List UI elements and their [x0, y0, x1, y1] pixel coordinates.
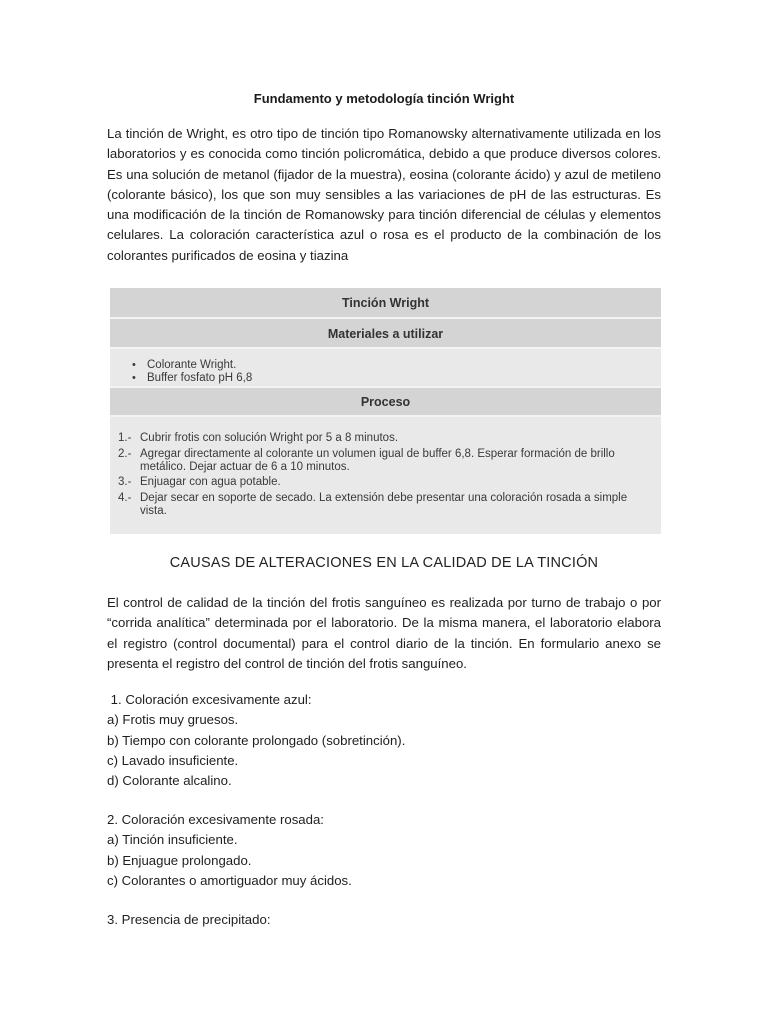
section-title: CAUSAS DE ALTERACIONES EN LA CALIDAD DE LA TINCIÓN	[169, 555, 599, 571]
cause-heading: 1. Coloración excesivamente azul:	[107, 692, 312, 707]
step-number: 2.-	[118, 447, 132, 460]
step-number: 1.-	[118, 432, 132, 444]
step-number: 4.-	[118, 492, 132, 505]
cause-item: a) Frotis muy gruesos.	[107, 712, 239, 728]
cause-item: b) Enjuague prolongado.	[107, 852, 252, 868]
step-text: Dejar secar en soporte de secado. La extensión debe presentar una coloración rosada a simple vista.	[140, 492, 628, 517]
cause-heading: 2. Coloración excesivamente rosada:	[107, 812, 324, 827]
process-step	[118, 432, 655, 445]
cause-item: a) Tinción insuficiente.	[107, 832, 238, 848]
cause-block	[107, 810, 661, 891]
cause-item: c) Lavado insuficiente.	[107, 752, 239, 768]
page-title: Fundamento y metodología tinción Wright	[253, 91, 515, 106]
process-header: Proceso	[110, 388, 661, 417]
table-header: Tinción Wright	[110, 288, 661, 319]
materials-list	[110, 349, 661, 388]
process-steps	[110, 417, 661, 534]
cause-heading: 3. Presencia de precipitado:	[107, 912, 271, 927]
material-item: • Colorante Wright.	[132, 359, 661, 372]
step-text: Enjuagar con agua potable.	[140, 476, 281, 489]
cause-item: b) Tiempo con colorante prolongado (sobretinción).	[107, 732, 406, 748]
process-step	[118, 448, 655, 474]
material-item: • Buffer fosfato pH 6,8	[132, 372, 661, 385]
process-step	[118, 492, 655, 518]
cause-item: c) Colorantes o amortiguador muy ácidos.	[107, 872, 352, 888]
cause-block	[107, 690, 661, 791]
process-step	[118, 476, 655, 489]
step-text: Agregar directamente al colorante un volumen igual de buffer 6,8. Esperar formación de brillo metálico. Dejar actuar de 6 a 10 minutos.	[140, 447, 615, 473]
step-number: 3.-	[118, 476, 132, 489]
step-text: Cubrir frotis con solución Wright por 5 a 8 minutos.	[140, 432, 399, 444]
cause-item: d) Colorante alcalino.	[107, 773, 232, 789]
control-paragraph: El control de calidad de la tinción del frotis sanguíneo es realizada por turno de trabajo o por “corrida analítica” determinada por el laboratorio. De la misma manera, el laboratorio elabora el registro (control documental) para el control diario de la tinción. En formulario anexo se presenta el registro del control de tinción del frotis sanguíneo.	[107, 595, 661, 671]
materials-header: Materiales a utilizar	[110, 319, 661, 349]
cause-block	[107, 910, 661, 930]
wright-stain-table	[110, 288, 661, 534]
intro-paragraph: La tinción de Wright, es otro tipo de tinción tipo Romanowsky alternativamente utilizada en los laboratorios y es conocida como tinción policromática, debido a que produce diversos colores. Es una solución de metanol (fijador de la muestra), eosina (colorante ácido) y azul de metileno (colorante básico), los que son muy sensibles a las variaciones de pH de las estructuras. Es una modificación de la tinción de Romanowsky para tinción diferencial de células y elementos celulares. La coloración característica azul o rosa es el producto de la combinación de los colorantes purificados de eosina y tiazina	[107, 126, 661, 263]
